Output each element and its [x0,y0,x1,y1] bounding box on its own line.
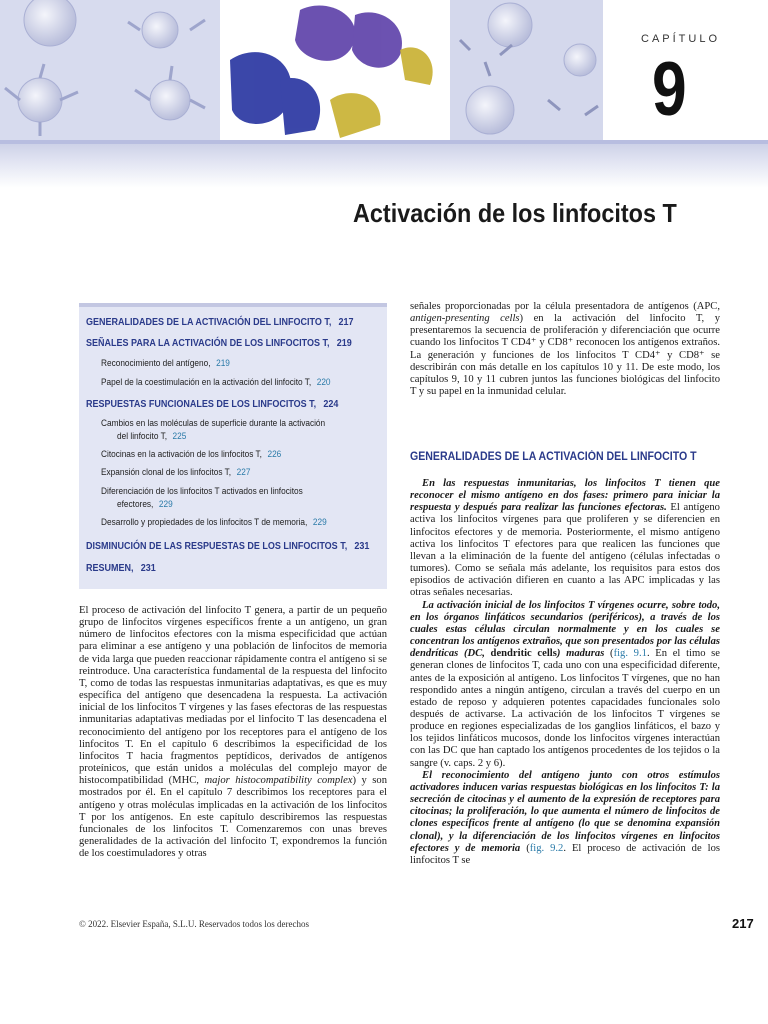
key-statement: En las respuestas inmunitarias, los linfocitos T tienen que reconocer el mismo antígeno en dos fases: primero para iniciar la respuesta y después para realizar las funciones efectoras. [410,478,720,514]
toc-item[interactable] [86,541,369,552]
toc-item-text: RESPUESTAS FUNCIONALES DE LOS LINFOCITOS T, [86,399,317,410]
toc-item-page: 229 [158,499,173,509]
toc-item[interactable] [86,399,338,410]
toc-item[interactable] [101,467,250,477]
italic-term: antigen-presenting cells [410,313,520,325]
toc-item-text: Diferenciación de los linfocitos T activados en linfocitos [101,486,303,496]
toc-item-page: 217 [338,317,354,328]
toc-item-text: Desarrollo y propiedades de los linfocitos T de memoria, [101,517,308,527]
header-band [0,140,768,188]
toc-item-text: Cambios en las moléculas de superficie durante la activación [101,418,326,428]
body-paragraph: El proceso de activación del linfocito T genera, a partir de un pequeño grupo de linfocitos vírgenes específicos frente a un antígeno, un gran número de linfocitos efectores con la misma especificidad que actúan para eliminar a ese antígeno y una población de linfocitos de memoria de vida larga que pueden reaccionar rápidamente contra el antígeno si se reintroduce. Una característica fundamental de la respuesta del linfocito T, como de todas las respuestas inmunitarias adaptativas, es que es muy específica del antígeno que desencadena la respuesta. La activación inicial de los linfocitos T vírgenes y las fases efectoras de las respuestas inmunitarias adaptativas mediadas por el linfocito T las desencadena el reconocimiento del antígeno por los receptores para el antígeno de los linfocitos T. En el capítulo 6 describimos la especificidad de los linfocitos T hacia fragmentos peptídicos, derivados de antígenos proteínicos, que están unidos a moléculas del complejo mayor de histocompatibilidad (MHC, [79,605,387,787]
toc-item-page: 220 [316,377,331,387]
toc-item[interactable] [86,338,352,349]
toc-item-text: Citocinas en la activación de los linfocitos T, [101,449,262,459]
figure-link[interactable]: fig. 9.2 [529,842,564,854]
key-statement: La activación inicial de los linfocitos T vírgenes ocurre, sobre todo, en los órganos linfáticos secundarios (periféricos), a través de los cuales estas células circulan normalmente y en los cuales se concentran los antígenos extraños, que son presentados por las células dendríticas (DC, [410,599,720,660]
toc-item-text: Reconocimiento del antígeno, [101,358,211,368]
toc-item[interactable] [101,377,331,387]
toc-item[interactable] [101,418,325,428]
body-paragraph: ) en la activación del linfocito T, y presentaremos la secuencia de proliferación y diferenciación que ocurre cuando los linfocitos T CD4⁺ y CD8⁺ reconocen los antígenos extraños. La generación y funciones de los linfocitos T CD4⁺ y CD8⁺ se describirán con más detalle en los capítulos 10 y 11. De este modo, los capítulos 9, 10 y 11 cubren juntos las funciones biológicas del linfocito T y su papel en la inmunidad celular. [410,313,720,398]
toc-item-text: DISMINUCIÓN DE LAS RESPUESTAS DE LOS LINFOCITOS T, [86,541,348,552]
toc-item[interactable] [101,358,230,368]
banner-illustration [0,0,603,140]
toc-item-page: 226 [267,449,282,459]
toc-item-page: 231 [354,541,370,552]
italic-term: major histocompatibility complex [204,775,353,787]
toc-item-page: 225 [172,431,187,441]
toc-item-page: 229 [312,517,327,527]
key-term: dendritic cells [484,648,557,660]
section-heading: GENERALIDADES DE LA ACTIVACIÓN DEL LINFOCITO T [410,451,697,463]
body-paragraph-end: ) y son mostrados por él. En el capítulo 7 describimos los receptores para el antígeno y otras moléculas implicadas en la activación de los linfocitos T por los antígenos. En este capítulo describiremos las respuestas funcionales de los linfocitos T. Comenzaremos con unas breves generalidades de la activación del linfocito T, expondremos la función de los coestimuladores y otras [79,775,387,860]
toc-item[interactable] [101,486,303,496]
toc-item-page: 231 [140,563,156,574]
left-column-text [79,605,387,860]
toc-item-page: 227 [236,467,251,477]
chapter-number: 9 [652,47,687,132]
toc-item-page: 224 [323,399,339,410]
toc-item-continuation[interactable] [117,499,173,509]
toc-item[interactable] [101,517,327,527]
copyright-footer: © 2022. Elsevier España, S.L.U. Reservados todos los derechos [79,919,310,929]
right-column-intro [410,301,720,398]
chapter-title: Activación de los linfocitos T [353,198,677,228]
toc-item[interactable] [86,563,156,574]
toc-item-text: efectores, [117,499,154,509]
body-paragraph: El antígeno activa los linfocitos vírgenes para que proliferen y se diferencien en linfocitos efectores y de memoria. Posteriormente, el mismo antígeno activa los linfocitos T efectores para que realicen las funciones que llevan a la eliminación de la fuente del antígeno (células infectadas o tumores). Como se señala más adelante, los requisitos para estos dos episodios de activación difieren en cuanto a las APC implicadas y las otras señales necesarias. [410,502,720,599]
toc-item-text: GENERALIDADES DE LA ACTIVACIÓN DEL LINFOCITO T, [86,317,332,328]
toc-item-text: SEÑALES PARA LA ACTIVACIÓN DE LOS LINFOCITOS T, [86,338,330,349]
toc-item-text: RESUMEN, [86,563,134,574]
toc-item-text: del linfocito T, [117,431,168,441]
toc-item-text: Expansión clonal de los linfocitos T, [101,467,232,477]
toc-item-continuation[interactable] [117,431,186,441]
toc-item[interactable] [86,317,354,328]
key-statement: ) maduras [556,648,605,660]
right-column-section-text: En las respuestas inmunitarias, los linfocitos T tienen que reconocer el mismo antígeno en dos fases: primero para iniciar la respuesta y después para realizar las funciones efectoras. El antígeno activa los linfocitos vírgenes para que proliferen y se diferencien en linfocitos efectores y de memoria. Posteriormente, el mismo antígeno activa los linfocitos T efectores para que realicen las funciones que llevan a la eliminación de la fuente del antígeno (células infectadas o tumores). Como se señala más adelante, los requisitos para estos dos episodios de activación difieren en cuanto a las APC implicadas y las otras señales necesarias. La activación inicial de los linfocitos T vírgenes ocurre, sobre todo, en los órganos linfáticos secundarios (periféricos), a través de los cuales estas células circulan normalmente y en los cuales se concentran los antígenos extraños, que son presentados por las células dendríticas (DC, dendritic cells) maduras (fig. 9.1. En el timo se generan clones de linfocitos T, cada uno con una especificidad diferente, antes de la exposición al antígeno. Los linfocitos T vírgenes, que no han respondido antes a ningún antígeno, circulan a través del cuerpo en un estado de reposo y adquieren potentes capacidades funcionales solo después de activarse. La activación de los linfocitos T vírgenes se produce en regiones especializadas de los ganglios linfáticos, el bazo y los tejidos linfáticos mucosos, donde los linfocitos vírgenes interactúan con las DC que han captado los antígenos procedentes de los tejidos o la sangre (v. caps. 2 y 6). El reconocimiento del antígeno junto con otros estímulos activadores inducen varias respuestas biológicas en los linfocitos T: la secreción de citocinas y el aumento de la expresión de receptores para citocinas; la proliferación, lo que aumenta el número de linfocitos de clones específicos frente al antígeno (lo que se denomina expansión clonal), y la diferenciación de los linfocitos vírgenes en linfocitos efectores y de memoria (fig. 9.2. El proceso de activación de los linfocitos T se [410,478,721,866]
toc-item-page: 219 [216,358,230,368]
body-paragraph: señales proporcionadas por la célula presentadora de antígenos (APC, [410,301,720,312]
body-paragraph: . El proceso de activación de los linfocitos T se [410,842,720,866]
header-band-line [0,140,768,144]
chapter-banner-image [0,0,603,140]
toc-item-text: Papel de la coestimulación en la activación del linfocito T, [101,377,312,387]
toc-item-page: 219 [336,338,352,349]
page-number: 217 [732,916,754,931]
body-paragraph: . En el timo se generan clones de linfocitos T, cada uno con una especificidad diferente, antes de la exposición al antígeno. Los linfocitos T vírgenes, que no han respondido antes a ningún antígeno, circulan a través del cuerpo en un estado de reposo y adquieren potentes capacidades funcionales solo después de activarse. La activación de los linfocitos T vírgenes se produce en regiones especializadas de los ganglios linfáticos, el bazo y los tejidos linfáticos mucosos, donde los linfocitos vírgenes interactúan con las DC que han captado los antígenos procedentes de los tejidos o la sangre (v. caps. 2 y 6). [410,648,721,769]
figure-link[interactable]: fig. 9.1 [613,648,647,660]
key-statement: El reconocimiento del antígeno junto con otros estímulos activadores inducen varias respuestas biológicas en los linfocitos T: la secreción de citocinas y el aumento de la expresión de receptores para citocinas; la proliferación, lo que aumenta el número de linfocitos de clones específicos frente al antígeno (lo que se denomina expansión clonal), y la diferenciación de los linfocitos vírgenes en linfocitos efectores y de memoria [410,769,720,854]
toc-item[interactable] [101,449,281,459]
chapter-label: CAPÍTULO [641,33,721,45]
